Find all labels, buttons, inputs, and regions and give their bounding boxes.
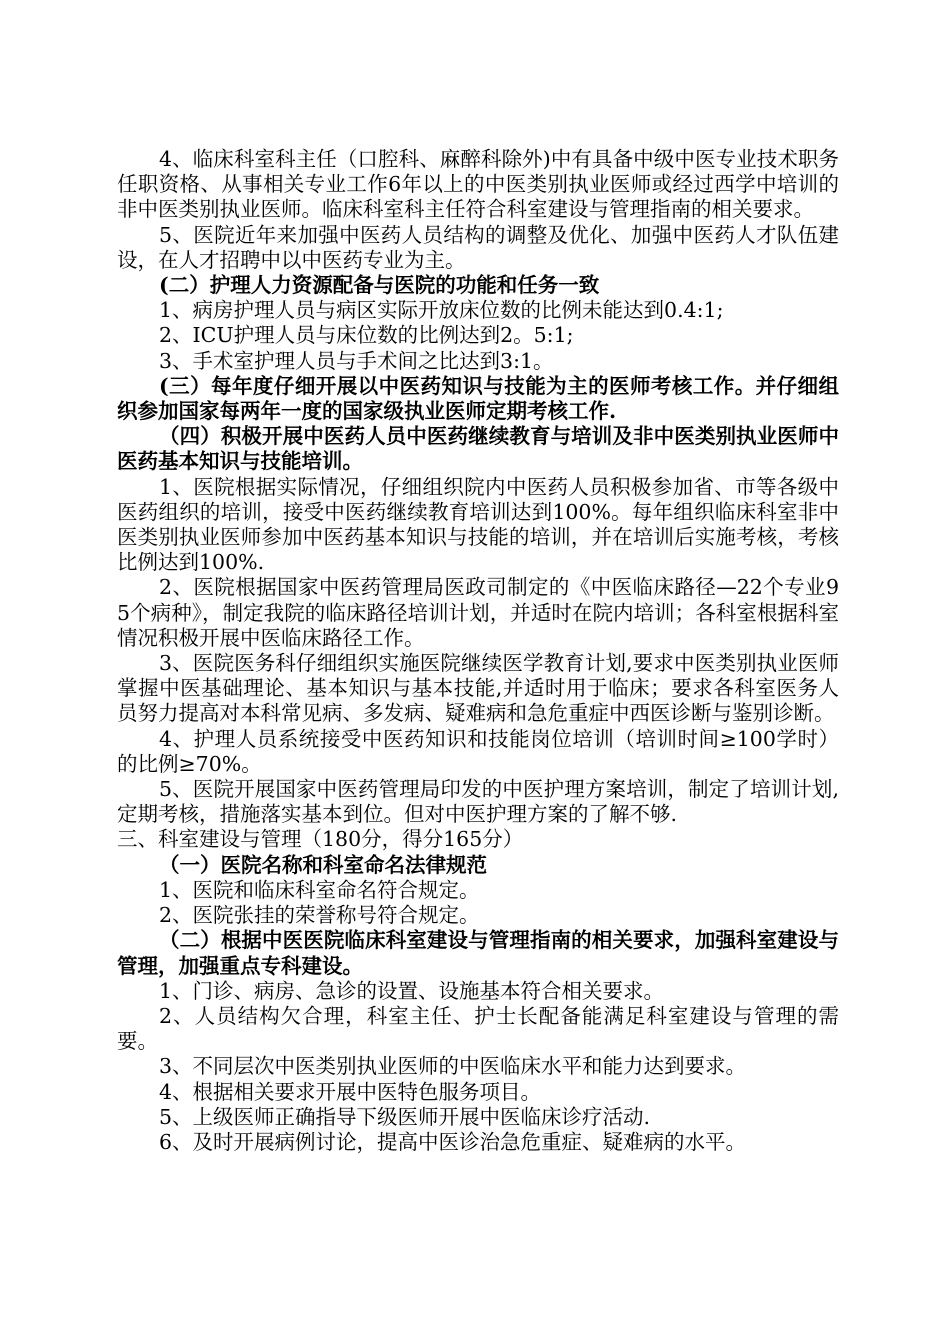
heading-naming-standards: （一）医院名称和科室命名法律规范 [159, 852, 487, 877]
paragraph-director-qualification: 4、临床科室科主任（口腔科、麻醉科除外)中有具备中级中医专业技术职务任职资格、从事相关专业工作6年以上的中医类别执业医师或经过西学中培训的非中医类别执业医师。临床科室科主任符合科室建设与管理指南的相关要求。 [117, 147, 839, 222]
paragraph-staff-structure: 5、医院近年来加强中医药人员结构的调整及优化、加强中医药人才队伍建设，在人才招聘中以中医药专业为主。 [117, 222, 839, 272]
paragraph-case-discussion: 6、及时开展病例讨论，提高中医诊治急危重症、疑难病的水平。 [159, 1129, 747, 1154]
paragraph-training-participation: 1、医院根据实际情况，仔细组织院内中医药人员积极参加省、市等各级中医药组织的培训，接受中医药继续教育培训达到100%。每年组织临床科室非中医类别执业医师参加中医药基本知识与技能的培训，并在培训后实施考核，考核比例达到100%. [117, 474, 839, 575]
paragraph-naming-compliance: 1、医院和临床科室命名符合规定。 [159, 877, 480, 902]
paragraph-medical-education-plan: 3、医院医务科仔细组织实施医院继续医学教育计划,要求中医类别执业医师掌握中医基础理论、基本知识与基本技能,并适时用于临床；要求各科室医务人员努力提高对本科常见病、多发病、疑难病和急危重症中西医诊断与鉴别诊断。 [117, 651, 839, 726]
heading-annual-assessment: (三）每年度仔细开展以中医药知识与技能为主的医师考核工作。并仔细组织参加国家每两年一度的国家级执业医师定期考核工作. [117, 373, 839, 424]
paragraph-staff-allocation: 2、人员结构欠合理，科室主任、护士长配备能满足科室建设与管理的需要。 [117, 1003, 839, 1054]
heading-nursing-resources: (二）护理人力资源配备与医院的功能和任务一致 [159, 273, 600, 298]
section-title-department-management: 三、科室建设与管理（180分，得分165分） [117, 827, 524, 852]
heading-department-construction: （二）根据中医医院临床科室建设与管理指南的相关要求，加强科室建设与管理，加强重点专科建设。 [117, 928, 839, 978]
paragraph-facilities: 1、门诊、病房、急诊的设置、设施基本符合相关要求。 [159, 978, 665, 1003]
document-page [117, 147, 839, 1155]
paragraph-clinical-ability: 3、不同层次中医类别执业医师的中医临床水平和能力达到要求。 [159, 1054, 747, 1079]
heading-continuing-education: （四）积极开展中医药人员中医药继续教育与培训及非中医类别执业医师中医药基本知识与技能培训。 [117, 424, 839, 474]
paragraph-senior-guidance: 5、上级医师正确指导下级医师开展中医临床诊疗活动. [159, 1104, 651, 1129]
paragraph-clinical-pathway: 2、医院根据国家中医药管理局医政司制定的《中医临床路径—22个专业95个病种》，制定我院的临床路径培训计划，并适时在院内培训；各科室根据科室情况积极开展中医临床路径工作。 [117, 575, 839, 650]
paragraph-ward-nurse-ratio: 1、病房护理人员与病区实际开放床位数的比例未能达到0.4:1; [159, 298, 724, 323]
paragraph-nursing-plan-training: 5、医院开展国家中医药管理局印发的中医护理方案培训，制定了培训计划,定期考核，措施落实基本到位。但对中医护理方案的了解不够. [117, 777, 839, 827]
paragraph-honor-titles: 2、医院张挂的荣誉称号符合规定。 [159, 903, 480, 928]
paragraph-icu-nurse-ratio: 2、ICU护理人员与床位数的比例达到2。5:1; [159, 323, 574, 348]
paragraph-nurse-training: 4、护理人员系统接受中医药知识和技能岗位培训（培训时间≥100学时）的比例≥70%。 [117, 726, 839, 776]
paragraph-or-nurse-ratio: 3、手术室护理人员与手术间之比达到3:1。 [159, 348, 554, 373]
paragraph-special-services: 4、根据相关要求开展中医特色服务项目。 [159, 1079, 542, 1104]
